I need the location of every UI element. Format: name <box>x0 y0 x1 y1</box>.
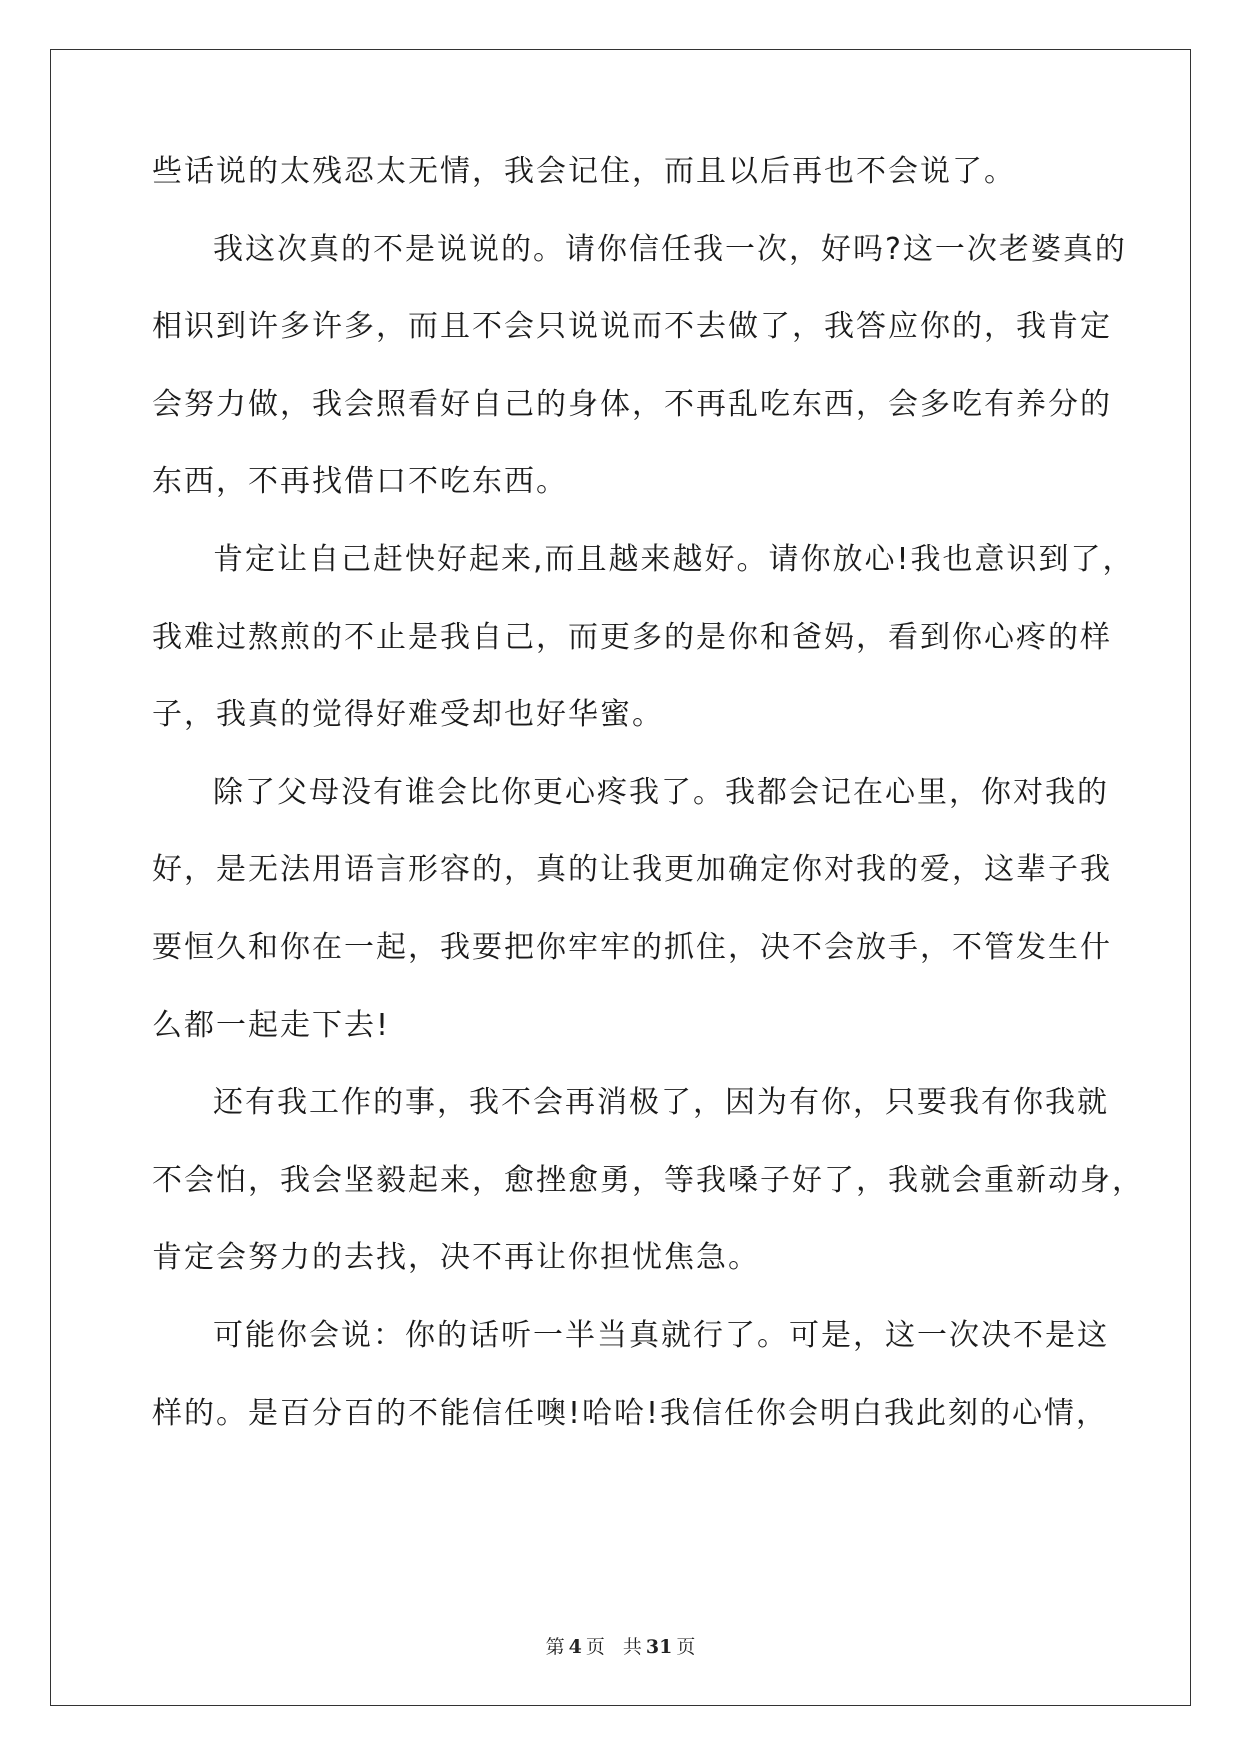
text-line: 不会怕，我会坚毅起来，愈挫愈勇，等我嗓子好了，我就会重新动身， <box>152 1162 1144 1198</box>
text-line: 子，我真的觉得好难受却也好华蜜。 <box>152 697 664 733</box>
text-line: 我难过熬煎的不止是我自己，而更多的是你和爸妈，看到你心疼的样 <box>152 619 1112 655</box>
text-line: 要恒久和你在一起，我要把你牢牢的抓住，决不会放手，不管发生什 <box>152 930 1112 965</box>
page-footer <box>0 1632 1241 1659</box>
text-line: 东西，不再找借口不吃东西。 <box>152 464 568 500</box>
text-line: 肯定会努力的去找，决不再让你担忧焦急。 <box>152 1240 760 1276</box>
page-prefix: 第 <box>545 1636 565 1658</box>
total-prefix: 共 <box>622 1636 642 1658</box>
text-line: 会努力做，我会照看好自己的身体，不再乱吃东西，会多吃有养分的 <box>152 386 1112 422</box>
text-line: 些话说的太残忍太无情，我会记住，而且以后再也不会说了。 <box>152 154 1016 189</box>
text-line: 样的。是百分百的不能信任噢!哈哈!我信任你会明白我此刻的心情， <box>152 1395 1109 1431</box>
text-line: 相识到许多许多，而且不会只说说而不去做了，我答应你的，我肯定 <box>152 309 1112 345</box>
page-number: 4 <box>568 1636 582 1658</box>
total-suffix: 页 <box>676 1636 696 1658</box>
text-line: 还有我工作的事，我不会再消极了，因为有你，只要我有你我就 <box>213 1085 1109 1121</box>
text-line: 除了父母没有谁会比你更心疼我了。我都会记在心里，你对我的 <box>213 774 1109 810</box>
total-pages: 31 <box>645 1636 673 1658</box>
text-line: 肯定让自己赶快好起来,而且越来越好。请你放心!我也意识到了， <box>213 542 1135 577</box>
page-suffix: 页 <box>585 1636 605 1658</box>
text-line: 好，是无法用语言形容的，真的让我更加确定你对我的爱，这辈子我 <box>152 852 1112 888</box>
text-line: 我这次真的不是说说的。请你信任我一次，好吗?这一次老婆真的 <box>213 231 1127 267</box>
text-line: 么都一起走下去! <box>152 1007 391 1043</box>
text-line: 可能你会说：你的话听一半当真就行了。可是，这一次决不是这 <box>213 1318 1109 1353</box>
